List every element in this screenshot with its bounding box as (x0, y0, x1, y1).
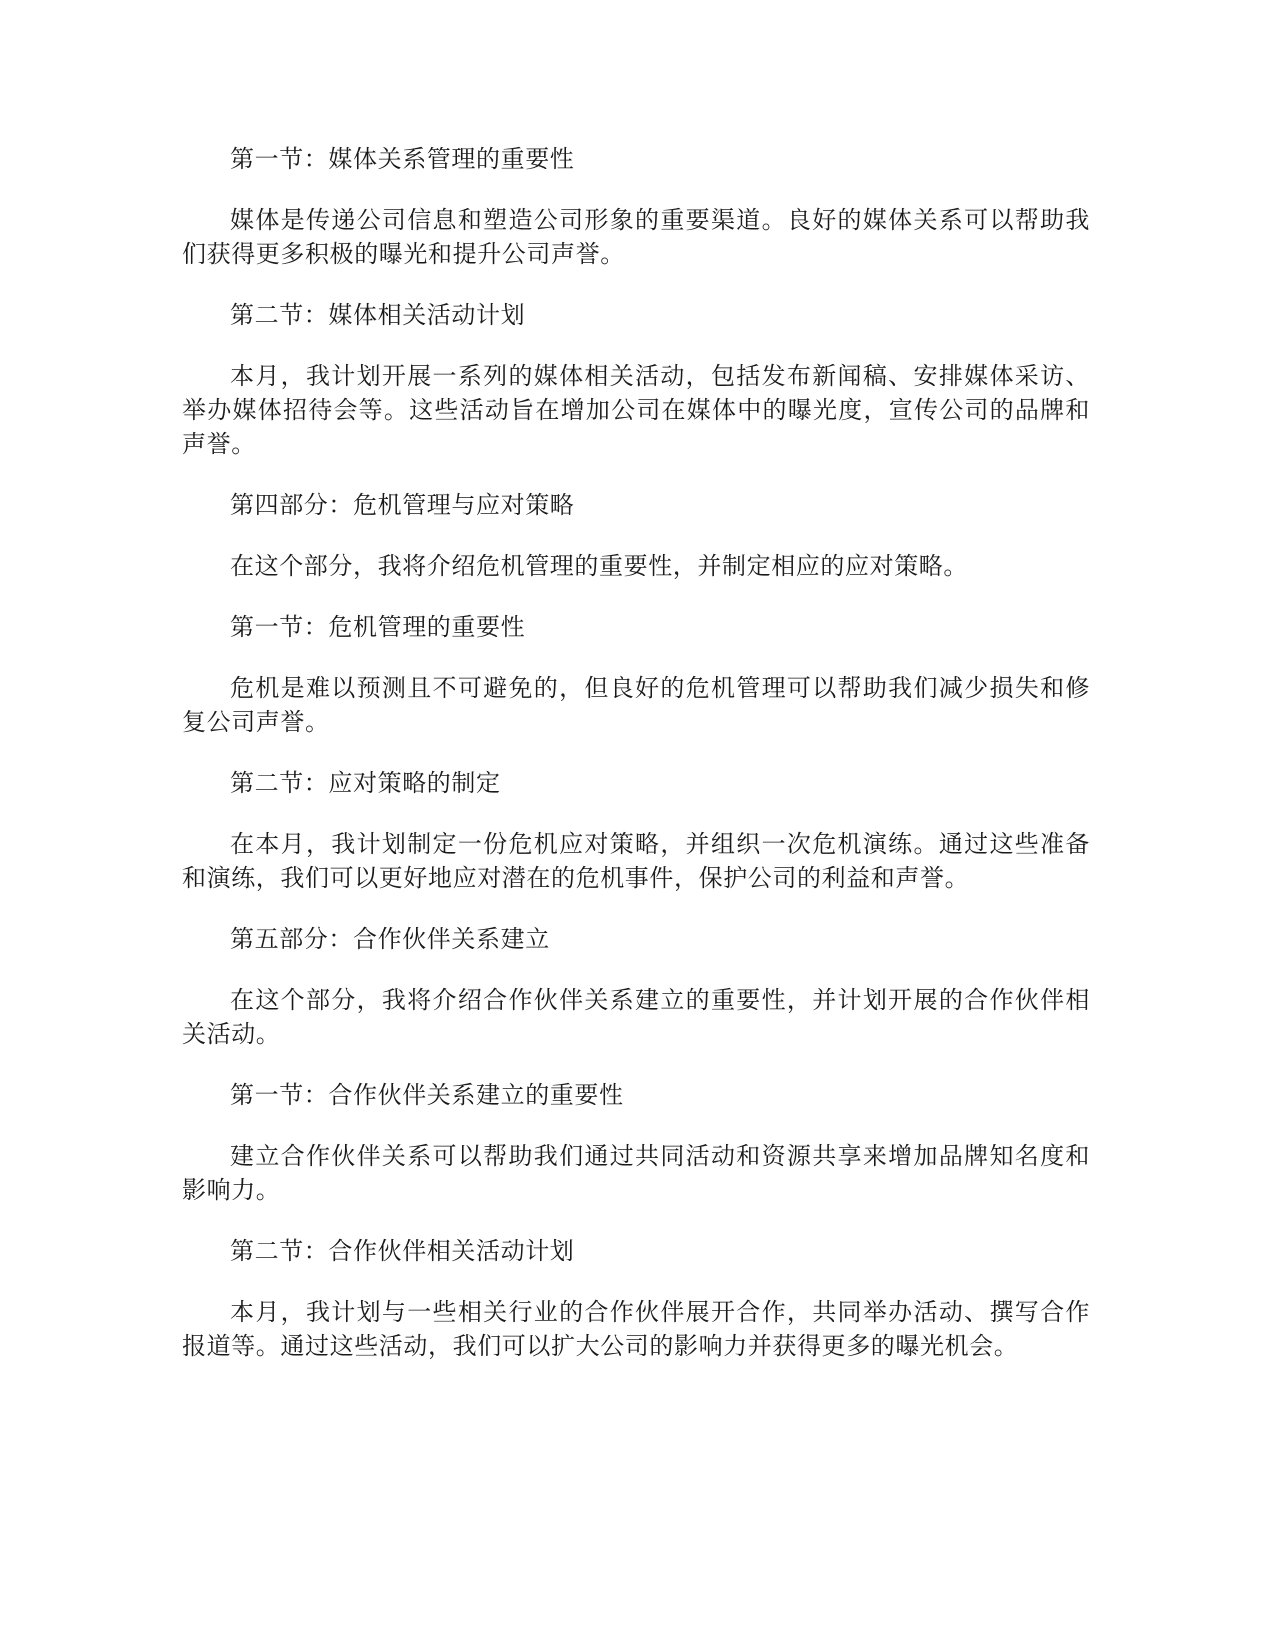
section-heading: 第二节：应对策略的制定 (230, 769, 501, 797)
document-body (182, 142, 1090, 1390)
body-paragraph: 危机是难以预测且不可避免的，但良好的危机管理可以帮助我们减少损失和修复公司声誉。 (182, 674, 1090, 736)
body-paragraph: 媒体是传递公司信息和塑造公司形象的重要渠道。良好的媒体关系可以帮助我们获得更多积极的曝光和提升公司声誉。 (182, 206, 1090, 268)
section-heading: 第一节：危机管理的重要性 (230, 613, 526, 641)
part-heading: 第四部分：危机管理与应对策略 (230, 491, 575, 519)
section-heading: 第二节：合作伙伴相关活动计划 (230, 1237, 575, 1265)
body-paragraph: 在这个部分，我将介绍合作伙伴关系建立的重要性，并计划开展的合作伙伴相关活动。 (182, 986, 1090, 1048)
section-heading: 第二节：媒体相关活动计划 (230, 301, 526, 329)
body-paragraph: 在本月，我计划制定一份危机应对策略，并组织一次危机演练。通过这些准备和演练，我们可以更好地应对潜在的危机事件，保护公司的利益和声誉。 (182, 830, 1090, 892)
body-paragraph: 在这个部分，我将介绍危机管理的重要性，并制定相应的应对策略。 (230, 552, 968, 580)
part-heading: 第五部分：合作伙伴关系建立 (230, 925, 550, 953)
section-heading: 第一节：合作伙伴关系建立的重要性 (230, 1081, 624, 1109)
body-paragraph: 建立合作伙伴关系可以帮助我们通过共同活动和资源共享来增加品牌知名度和影响力。 (182, 1142, 1090, 1204)
body-paragraph: 本月，我计划开展一系列的媒体相关活动，包括发布新闻稿、安排媒体采访、举办媒体招待会等。这些活动旨在增加公司在媒体中的曝光度，宣传公司的品牌和声誉。 (182, 362, 1090, 458)
section-heading: 第一节：媒体关系管理的重要性 (230, 145, 575, 173)
body-paragraph: 本月，我计划与一些相关行业的合作伙伴展开合作，共同举办活动、撰写合作报道等。通过这些活动，我们可以扩大公司的影响力并获得更多的曝光机会。 (182, 1298, 1090, 1360)
